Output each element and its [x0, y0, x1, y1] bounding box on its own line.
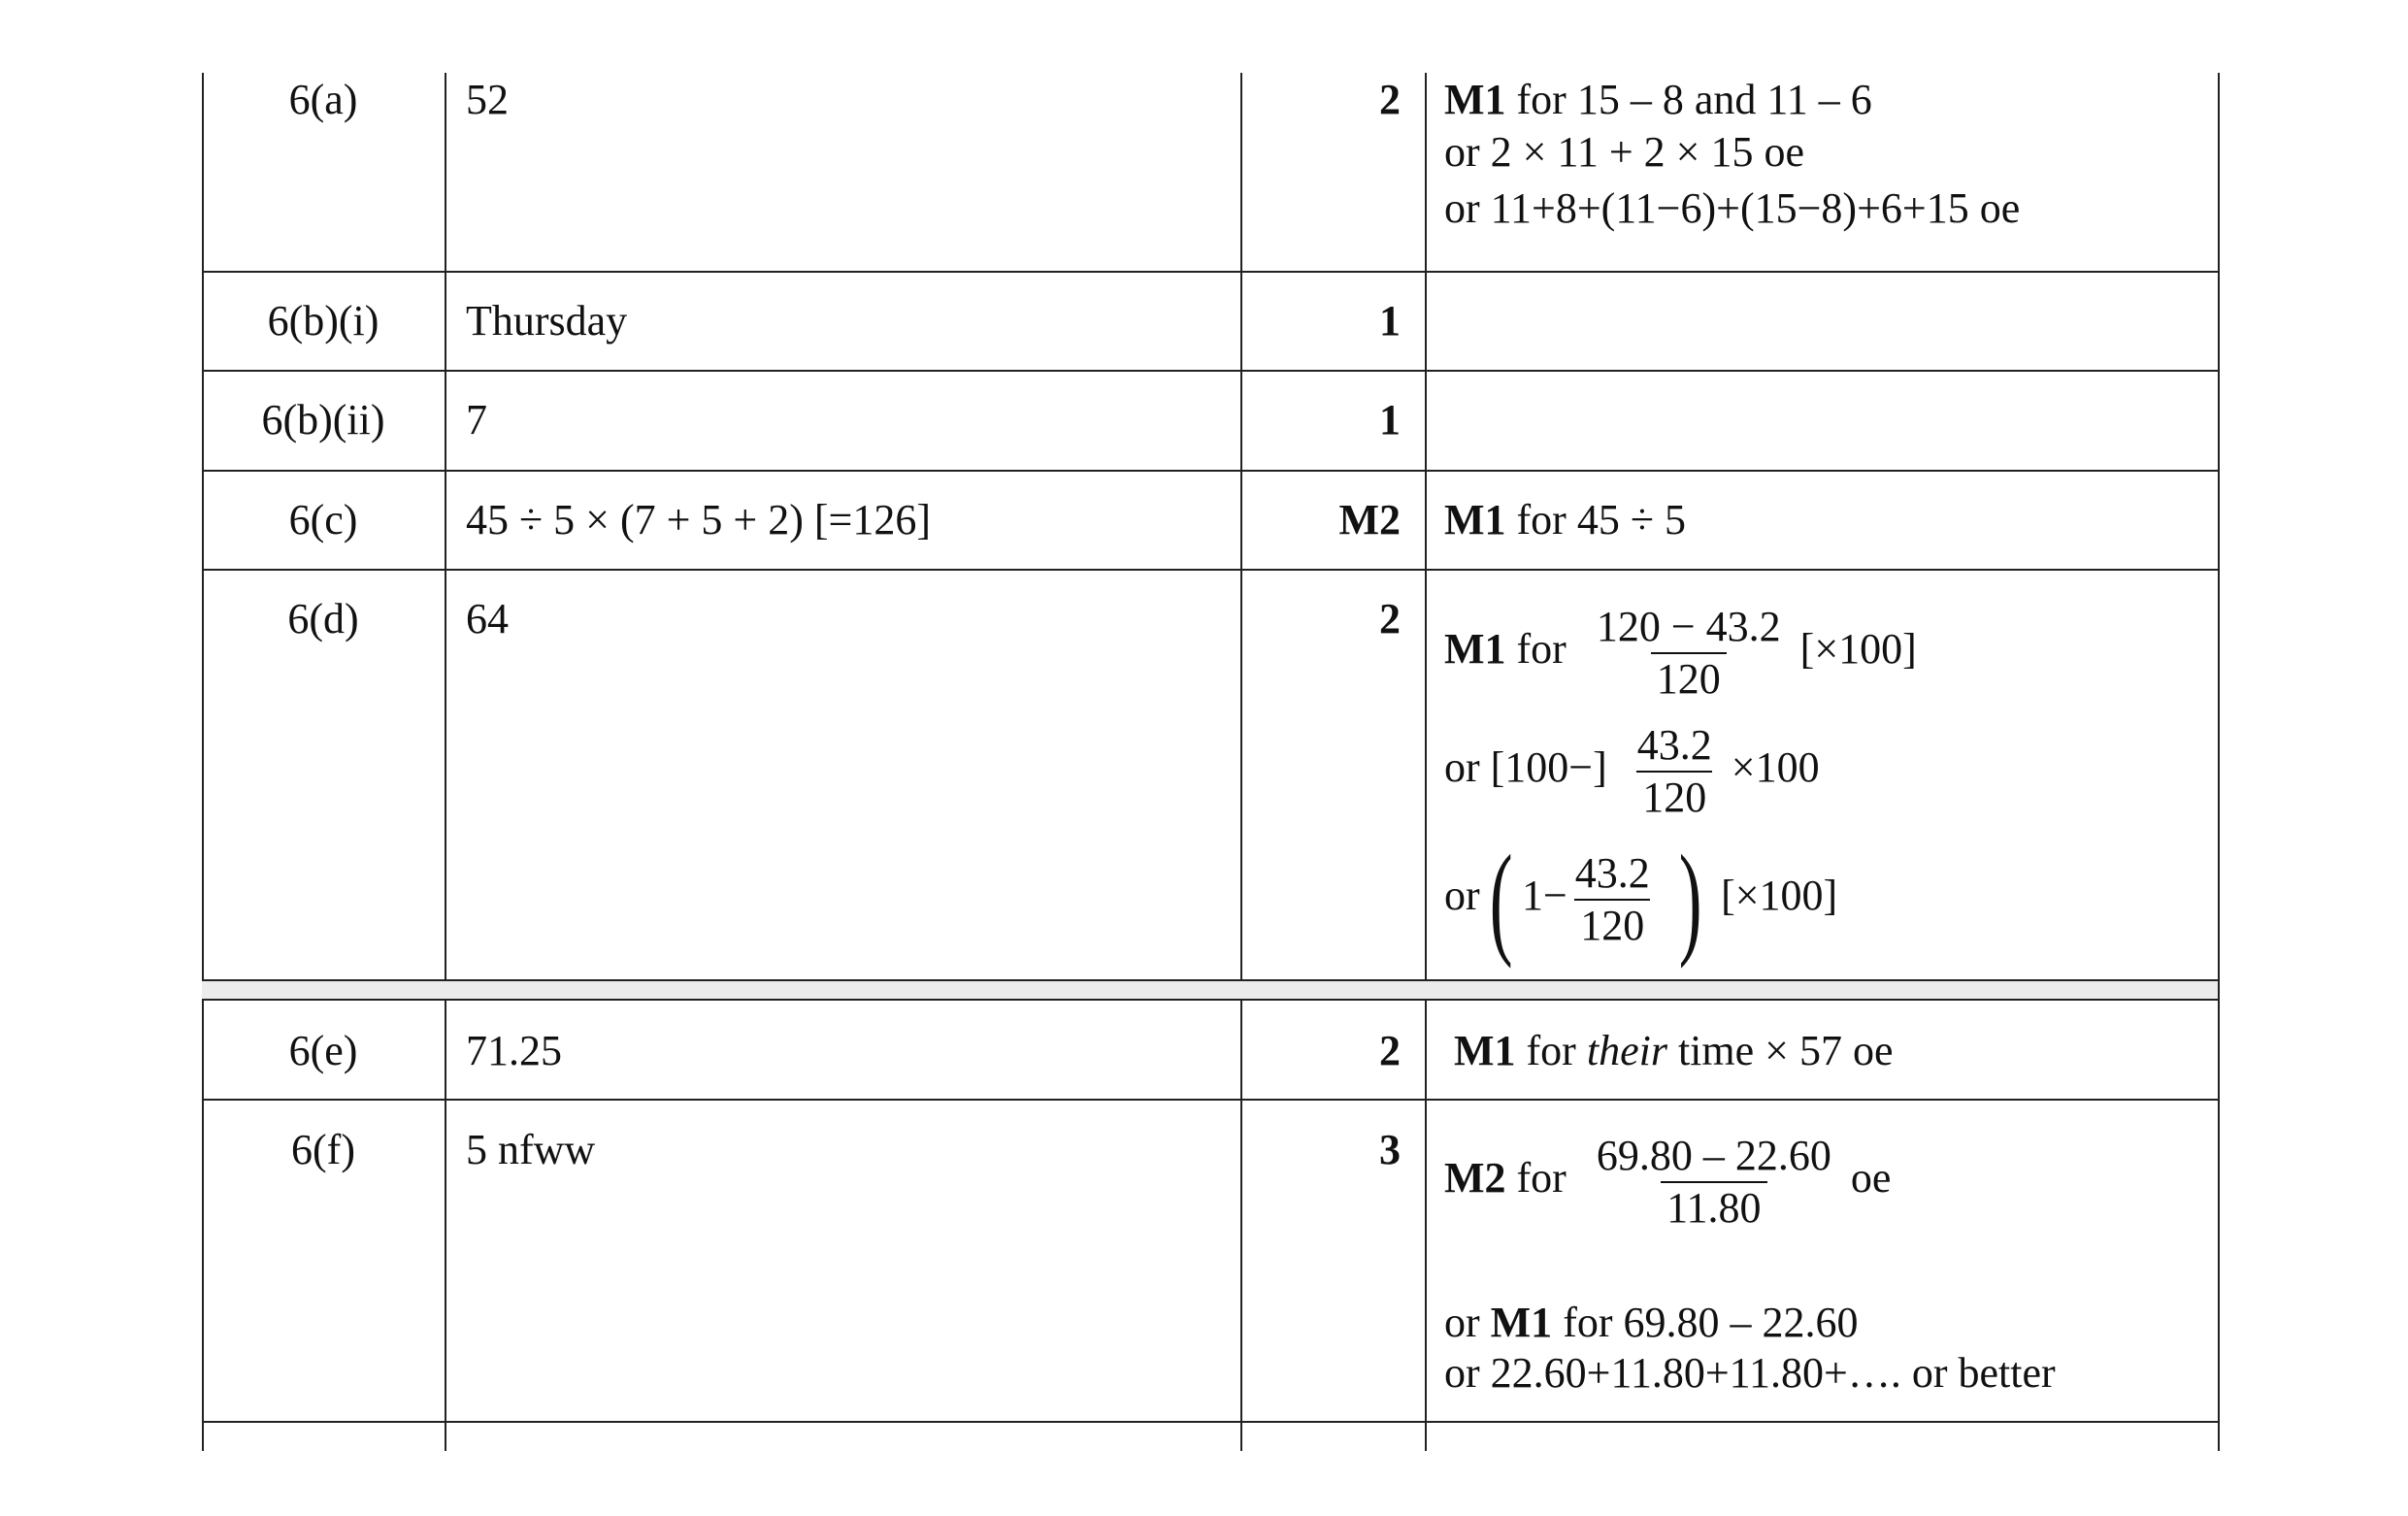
guidance-text: for 69.80 – 22.60 [1552, 1299, 1859, 1346]
guidance-text: or [1444, 1299, 1491, 1346]
guidance-text: or 11+8+(11−6)+(15−8)+6+15 oe [1444, 184, 2021, 232]
fraction [1632, 720, 1718, 823]
guidance [1454, 1025, 1894, 1077]
row-divider [202, 999, 2220, 1001]
method-mark: M1 [1444, 76, 1506, 123]
method-mark: M1 [1454, 1027, 1516, 1074]
guidance-text: or [1444, 872, 1480, 920]
question-number: 6(f) [291, 1126, 355, 1173]
marks: 1 [1379, 396, 1401, 444]
guidance-emphasis: their [1586, 1027, 1667, 1074]
method-mark: M1 [1444, 496, 1506, 544]
guidance-text: oe [1850, 1154, 1892, 1203]
question-number: 6(b)(i) [267, 297, 379, 345]
guidance-line [1444, 830, 1838, 970]
section-gap [202, 980, 2218, 1000]
right-paren: ) [1678, 830, 1702, 970]
marks: M2 [1338, 496, 1401, 544]
guidance-text: [×100] [1799, 625, 1917, 674]
fraction-numerator: 43.2 [1574, 849, 1650, 897]
question-number: 6(c) [288, 496, 358, 544]
column-divider-right [2218, 73, 2220, 1451]
answer: 7 [466, 396, 487, 444]
guidance-text: time × 57 oe [1666, 1027, 1894, 1074]
fraction [1569, 848, 1656, 951]
fraction [1591, 602, 1787, 705]
answer: 64 [466, 595, 509, 643]
left-paren: ( [1489, 830, 1513, 970]
guidance-line [1444, 720, 1820, 823]
answer: 71.25 [466, 1027, 562, 1074]
guidance-text: or 2 × 11 + 2 × 15 oe [1444, 128, 1804, 176]
guidance-line [1444, 1297, 1859, 1349]
guidance-text: for [1505, 1154, 1567, 1203]
guidance-text: for 45 ÷ 5 [1505, 496, 1686, 544]
row-divider [202, 271, 2220, 273]
answer: 52 [466, 76, 509, 123]
row-divider [202, 1421, 2220, 1423]
method-mark: M1 [1444, 625, 1506, 674]
fraction-denominator: 120 [1574, 899, 1650, 951]
guidance [1444, 494, 1686, 546]
fraction-numerator: 43.2 [1636, 721, 1712, 769]
marks: 2 [1379, 1027, 1401, 1074]
guidance-text: for [1515, 1027, 1587, 1074]
question-number: 6(b)(ii) [261, 396, 385, 444]
guidance-text: for 15 – 8 and 11 – 6 [1505, 76, 1872, 123]
guidance-line [1444, 602, 1917, 705]
fraction [1591, 1131, 1837, 1234]
question-number: 6(e) [288, 1027, 358, 1074]
guidance-line: or 22.60+11.80+11.80+…. or better [1444, 1349, 2056, 1397]
guidance-text: ×100 [1731, 743, 1820, 792]
question-number: 6(d) [287, 595, 359, 643]
guidance-text: [×100] [1721, 872, 1838, 920]
fraction-numerator: 120 − 43.2 [1596, 603, 1781, 650]
marks: 1 [1379, 297, 1401, 345]
marks: 2 [1379, 76, 1401, 123]
fraction-denominator: 120 [1651, 652, 1727, 705]
guidance-text: 1− [1521, 872, 1567, 920]
row-divider [202, 370, 2220, 372]
guidance-text: for [1505, 625, 1567, 674]
row-divider [202, 1099, 2220, 1101]
guidance-text: or [100−] [1444, 743, 1607, 792]
marks: 3 [1379, 1126, 1401, 1173]
row-divider [202, 470, 2220, 472]
question-number: 6(a) [288, 76, 358, 123]
guidance-line [1444, 1131, 1891, 1234]
fraction-denominator: 120 [1636, 771, 1712, 823]
answer: 45 ÷ 5 × (7 + 5 + 2) [=126] [466, 496, 932, 544]
marks: 2 [1379, 595, 1401, 643]
method-mark: M1 [1490, 1299, 1553, 1346]
row-divider [202, 569, 2220, 571]
column-divider-question [445, 73, 446, 1451]
column-divider-answer [1240, 73, 1242, 1451]
row-divider [202, 979, 2220, 981]
guidance [1444, 74, 2020, 235]
fraction-denominator: 11.80 [1661, 1181, 1766, 1234]
answer: Thursday [466, 297, 628, 345]
column-divider-marks [1425, 73, 1427, 1451]
method-mark: M2 [1444, 1154, 1506, 1203]
column-divider-left [202, 73, 204, 1451]
fraction-numerator: 69.80 – 22.60 [1596, 1132, 1831, 1179]
answer: 5 nfww [466, 1126, 596, 1173]
